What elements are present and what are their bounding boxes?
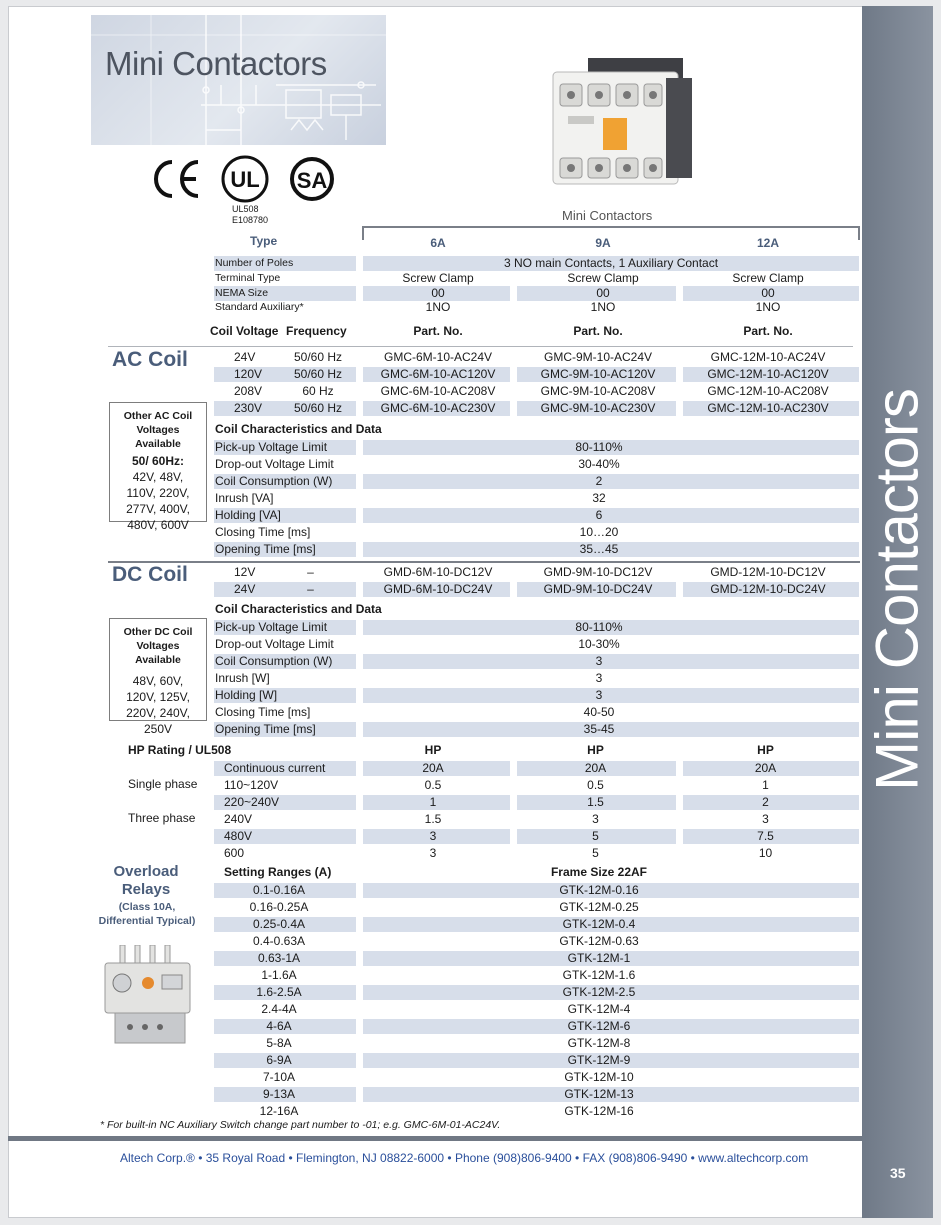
part-number: GMD-6M-10-DC24V — [383, 582, 493, 596]
hp-value: 0.5 — [587, 778, 604, 792]
part-number: GMC-12M-10-AC120V — [707, 367, 829, 381]
setting-ranges-header: Setting Ranges (A) — [224, 865, 332, 879]
hp-value: 1 — [429, 795, 437, 809]
hp-value: 0.5 — [424, 778, 442, 792]
hp-value: 3 — [762, 812, 769, 826]
type-header: Type — [250, 234, 278, 248]
characteristic-label: Opening Time [ms] — [215, 542, 316, 556]
banner-title: Mini Contactors — [105, 45, 327, 82]
characteristic-label: Opening Time [ms] — [215, 722, 316, 736]
overload-part-number: GTK-12M-16 — [564, 1104, 634, 1118]
characteristic-value: 40-50 — [583, 705, 615, 719]
characteristic-value: 3 — [595, 688, 603, 702]
hp-value: 20A — [422, 761, 444, 775]
characteristic-value: 10-30% — [578, 637, 620, 651]
general-value: 1NO — [755, 300, 781, 314]
general-value: 3 NO main Contacts, 1 Auxiliary Contact — [503, 256, 719, 270]
column-header-rule — [362, 226, 860, 228]
svg-text:UL: UL — [230, 167, 260, 192]
dc-coil-title: DC Coil — [112, 563, 188, 586]
part-number: GMD-9M-10-DC12V — [543, 565, 653, 579]
characteristic-value: 6 — [595, 508, 603, 522]
part-number: GMC-6M-10-AC120V — [380, 367, 496, 381]
overload-title: Overload — [113, 863, 179, 880]
other-ac-coil-box — [109, 402, 207, 532]
hp-value: 1.5 — [587, 795, 604, 809]
hp-value: 10 — [758, 846, 773, 860]
part-number: GMC-9M-10-AC24V — [543, 350, 653, 364]
hp-row-label: 480V — [224, 829, 253, 843]
coil-frequency: 50/60 Hz — [293, 401, 343, 415]
overload-part-number: GTK-12M-10 — [564, 1070, 634, 1084]
product-caption: Mini Contactors — [562, 208, 653, 223]
ac-char-title: Coil Characteristics and Data — [215, 422, 382, 436]
ul-mark-icon — [223, 157, 267, 201]
part-number: GMC-9M-10-AC230V — [540, 401, 656, 415]
rating-12a: 12A — [756, 236, 779, 250]
characteristic-value: 30-40% — [578, 457, 620, 471]
overload-part-number: GTK-12M-0.4 — [562, 917, 636, 931]
setting-range: 9-13A — [262, 1087, 296, 1101]
overload-part-number: GTK-12M-6 — [567, 1019, 631, 1033]
hp-row-label: 240V — [224, 812, 253, 826]
overload-part-number: GTK-12M-0.63 — [559, 934, 639, 948]
general-value: 1NO — [425, 300, 451, 314]
overload-part-number: GTK-12M-1.6 — [562, 968, 636, 982]
svg-text:SA: SA — [296, 168, 328, 193]
coil-frequency: 50/60 Hz — [293, 350, 343, 364]
other-ac-frequency: 50/ 60Hz: — [131, 454, 185, 468]
section-rule — [108, 346, 853, 347]
page-number: 35 — [890, 1165, 906, 1181]
characteristic-value: 3 — [595, 654, 603, 668]
general-label: Standard Auxiliary* — [215, 301, 304, 313]
characteristic-value: 32 — [592, 491, 606, 505]
setting-range: 0.1-0.16A — [252, 883, 306, 897]
overload-differential: Differential Typical) — [98, 915, 196, 927]
characteristic-value: 2 — [595, 474, 603, 488]
other-ac-voltages: 277V, 400V, — [126, 502, 190, 516]
coil-voltage: 24V — [234, 350, 256, 364]
hp-value: 5 — [592, 829, 599, 843]
hp-value: 3 — [429, 829, 437, 843]
three-phase-label: Three phase — [128, 811, 196, 825]
overload-part-number: GTK-12M-0.16 — [559, 883, 639, 897]
characteristic-label: Drop-out Voltage Limit — [215, 637, 334, 651]
general-value: Screw Clamp — [402, 271, 474, 285]
part-number: GMD-12M-10-DC24V — [710, 582, 826, 596]
general-value: 1NO — [590, 300, 616, 314]
dc-char-title: Coil Characteristics and Data — [215, 602, 382, 616]
coil-voltage: 24V — [234, 582, 256, 596]
characteristic-value: 80-110% — [575, 440, 623, 454]
coil-frequency: – — [307, 565, 314, 579]
other-ac-title: Other AC Coil Voltages Available — [123, 410, 193, 450]
hp-value: 3 — [429, 846, 437, 860]
setting-range: 5-8A — [266, 1036, 292, 1050]
part-number: GMC-9M-10-AC208V — [540, 384, 656, 398]
rating-6a: 6A — [430, 236, 446, 250]
coil-frequency: – — [307, 582, 314, 596]
frequency-header: Frequency — [286, 324, 347, 338]
part-number: GMD-6M-10-DC12V — [383, 565, 493, 579]
characteristic-value: 10…20 — [579, 525, 619, 539]
part-number: GMC-6M-10-AC24V — [383, 350, 493, 364]
characteristic-label: Coil Consumption (W) — [215, 474, 333, 488]
coil-voltage-header: Coil Voltage — [210, 324, 279, 338]
hp-value: 7.5 — [757, 829, 774, 843]
hp-value: 20A — [754, 761, 777, 775]
part-no-header: Part. No. — [573, 324, 623, 338]
overload-part-number: GTK-12M-1 — [567, 951, 631, 965]
other-ac-voltages: 42V, 48V, — [132, 470, 184, 484]
part-number: GMC-9M-10-AC120V — [540, 367, 656, 381]
other-dc-voltages: 250V — [143, 722, 173, 736]
general-label: NEMA Size — [215, 287, 269, 299]
other-dc-voltages: 220V, 240V, — [126, 706, 190, 720]
coil-voltage: 208V — [234, 384, 263, 398]
relays-title: Relays — [121, 881, 171, 898]
part-number: GMD-9M-10-DC24V — [543, 582, 653, 596]
hp-value: 5 — [592, 846, 599, 860]
footnote: * For built-in NC Auxiliary Switch change part number to -01; e.g. GMC-6M-01-AC24V. — [100, 1119, 501, 1131]
ce-mark-icon — [156, 162, 198, 196]
contactor-product-image — [548, 58, 698, 193]
characteristic-label: Inrush [VA] — [215, 491, 274, 505]
setting-range: 2.4-4A — [261, 1002, 297, 1016]
hp-rating-title: HP Rating / UL508 — [128, 743, 232, 757]
characteristic-label: Drop-out Voltage Limit — [215, 457, 334, 471]
characteristic-value: 80-110% — [575, 620, 623, 634]
hp-row-label: 600 — [224, 846, 245, 860]
other-dc-voltages: 48V, 60V, — [132, 674, 184, 688]
hp-value: 20A — [584, 761, 607, 775]
rating-9a: 9A — [595, 236, 611, 250]
hp-row-label: 110~120V — [224, 778, 279, 792]
overload-part-number: GTK-12M-2.5 — [562, 985, 636, 999]
setting-range: 0.25-0.4A — [252, 917, 306, 931]
part-number: GMC-12M-10-AC230V — [707, 401, 829, 415]
other-ac-voltages: 110V, 220V, — [126, 486, 190, 500]
other-dc-coil-box — [109, 618, 207, 736]
hp-col-header: HP — [587, 743, 604, 757]
coil-voltage: 120V — [234, 367, 263, 381]
overload-part-number: GTK-12M-13 — [564, 1087, 634, 1101]
other-dc-voltages: 120V, 125V, — [126, 690, 190, 704]
overload-part-number: GTK-12M-0.25 — [559, 900, 639, 914]
overload-class: (Class 10A, — [118, 901, 176, 913]
section-rule — [108, 561, 860, 563]
characteristic-value: 3 — [595, 671, 603, 685]
frame-size-header: Frame Size 22AF — [550, 865, 648, 879]
part-number: GMD-12M-10-DC12V — [710, 565, 826, 579]
hp-row-label: Continuous current — [224, 761, 326, 775]
coil-frequency: 50/60 Hz — [293, 367, 343, 381]
part-no-header: Part. No. — [413, 324, 463, 338]
footer-rule — [8, 1136, 862, 1141]
footer-contact: Altech Corp.® • 35 Royal Road • Flemington, NJ 08822-6000 • Phone (908)806-9400 • FAX (908)806-9490 • www.altechcorp.com — [120, 1151, 809, 1165]
ac-coil-title: AC Coil — [112, 348, 188, 371]
general-label: Terminal Type — [215, 272, 281, 284]
coil-voltage: 230V — [234, 401, 263, 415]
setting-range: 0.63-1A — [257, 951, 301, 965]
part-number: GMC-6M-10-AC208V — [380, 384, 496, 398]
header-banner — [91, 15, 386, 145]
setting-range: 6-9A — [266, 1053, 292, 1067]
characteristic-label: Holding [W] — [215, 688, 278, 702]
setting-range: 0.4-0.63A — [252, 934, 306, 948]
characteristic-value: 35-45 — [583, 722, 615, 736]
general-value: 00 — [596, 286, 610, 300]
general-value: 00 — [761, 286, 775, 300]
setting-range: 4-6A — [266, 1019, 292, 1033]
hp-value: 1.5 — [424, 812, 442, 826]
characteristic-label: Inrush [W] — [215, 671, 270, 685]
hp-col-header: HP — [424, 743, 442, 757]
hp-value: 3 — [592, 812, 599, 826]
characteristic-label: Coil Consumption (W) — [215, 654, 333, 668]
general-value: Screw Clamp — [567, 271, 639, 285]
part-number: GMC-6M-10-AC230V — [380, 401, 496, 415]
part-no-header: Part. No. — [743, 324, 793, 338]
general-label: Number of Poles — [215, 257, 294, 269]
characteristic-label: Closing Time [ms] — [215, 705, 311, 719]
setting-range: 0.16-0.25A — [249, 900, 309, 914]
coil-frequency: 60 Hz — [302, 384, 334, 398]
hp-col-header: HP — [757, 743, 774, 757]
general-value: Screw Clamp — [732, 271, 804, 285]
csa-mark-icon — [292, 159, 332, 199]
part-number: GMC-12M-10-AC24V — [710, 350, 826, 364]
part-number: GMC-12M-10-AC208V — [707, 384, 829, 398]
overload-part-number: GTK-12M-9 — [567, 1053, 631, 1067]
other-ac-voltages: 480V, 600V — [127, 518, 189, 532]
coil-voltage: 12V — [234, 565, 256, 579]
characteristic-label: Holding [VA] — [215, 508, 281, 522]
characteristic-label: Pick-up Voltage Limit — [215, 620, 328, 634]
setting-range: 12-16A — [259, 1104, 299, 1118]
setting-range: 1.6-2.5A — [256, 985, 302, 999]
hp-value: 1 — [762, 778, 769, 792]
overload-part-number: GTK-12M-4 — [567, 1002, 631, 1016]
characteristic-value: 35…45 — [579, 542, 619, 556]
overload-relay-image — [100, 945, 195, 1045]
general-value: 00 — [431, 286, 445, 300]
ul-certification-text: UL508 E108780 — [232, 204, 269, 225]
other-dc-title: Other DC Coil Voltages Available — [123, 626, 193, 666]
setting-range: 7-10A — [262, 1070, 296, 1084]
setting-range: 1-1.6A — [261, 968, 297, 982]
characteristic-label: Pick-up Voltage Limit — [215, 440, 328, 454]
hp-value: 2 — [762, 795, 769, 809]
characteristic-label: Closing Time [ms] — [215, 525, 311, 539]
single-phase-label: Single phase — [128, 777, 198, 791]
hp-row-label: 220~240V — [224, 795, 280, 809]
overload-part-number: GTK-12M-8 — [567, 1036, 631, 1050]
